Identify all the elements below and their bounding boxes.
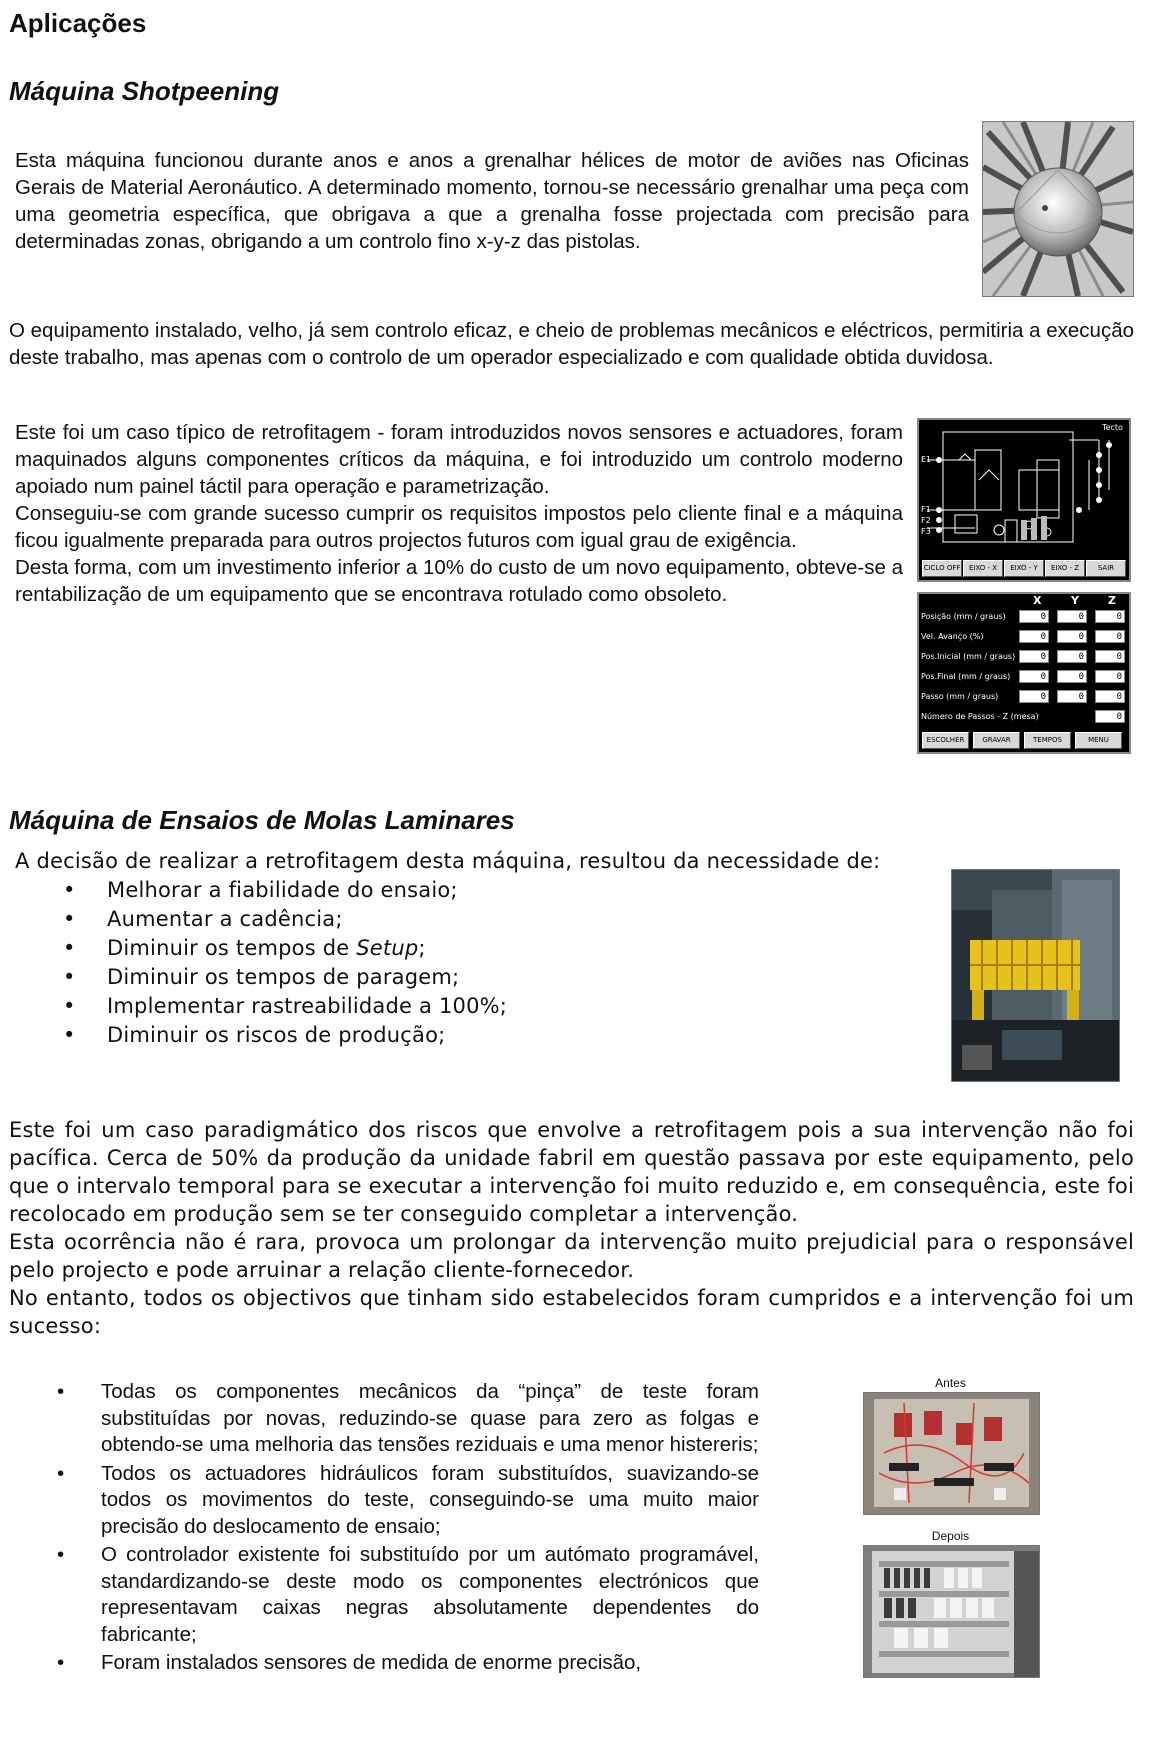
molas-results-list [9,1379,759,1677]
shotpeening-paragraph-2: O equipamento instalado, velho, já sem controlo eficaz, e cheio de problemas mecânicos e eléctricos, permitiria a execução deste trabalho, mas apenas com o controlo de um operador especializado e com qualidade obtida duvidosa. [9,319,1134,369]
list-item: • Todos os actuadores hidráulicos foram substituídos, suavizando-se todos os movimentos do teste, conseguindo-se uma muito maior precisão do deslocamento de ensaio; [9,1461,759,1541]
hmi-eixo-x-button[interactable]: EIXO - X [963,560,1003,577]
hmi-eixo-z-button[interactable]: EIXO - Z [1045,560,1085,577]
molas-objectives-list [15,876,918,1050]
caption-before: Antes [935,1376,966,1390]
page-heading: Aplicações [9,8,147,38]
press-machine-image [951,869,1120,1082]
shotpeening-paragraph-4: Conseguiu-se com grande sucesso cumprir os requisitos impostos pelo cliente final e a máquina ficou igualmente preparada para outros projectos futuros com igual grau de exigência. [15,502,903,552]
hmi-sair-button[interactable]: SAIR [1086,560,1126,577]
hmi-row-label: Pos.Inicial (mm / graus) [921,652,1016,661]
hmi-value-field[interactable]: 0 [1095,650,1125,663]
hmi-row-label: Posição (mm / graus) [921,612,1006,621]
hmi-column-x: X [1033,594,1042,607]
list-item: • Diminuir os riscos de produção; [15,1021,918,1050]
hmi-row-label: Passo (mm / graus) [921,692,999,701]
hmi-value-field[interactable]: 0 [1019,610,1049,623]
hmi-row-label: Pos.Final (mm / graus) [921,672,1011,681]
hmi-gravar-button[interactable]: GRAVAR [973,732,1020,749]
list-item: • O controlador existente foi substituído por um autómato programável, standardizando-se deste modo os componentes electrónicos que representavam caixas negras absolutamente dependentes do fabricante; [9,1542,759,1648]
list-item: • Todas os componentes mecânicos da “pinça” de teste foram substituídas por novas, reduzindo-se quase para zero as folgas e obtendo-se uma melhoria das tensões reziduais e uma menor histereris; [9,1379,759,1459]
list-item: • Aumentar a cadência; [15,905,918,934]
shotpeening-text-block [15,419,903,608]
shotpeening-paragraph-1: Esta máquina funcionou durante anos e anos a grenalhar hélices de motor de aviões nas Oficinas Gerais de Material Aeronáutico. A determinado momento, tornou-se necessário grenalhar uma peça com uma geometria específica, que obrigava a que a grenalha fosse projectada com precisão para determinadas zonas, obrigando a um controlo fino x-y-z das pistolas. [15,149,969,253]
hmi-value-field[interactable]: 0 [1057,690,1087,703]
list-item: • Diminuir os tempos de paragem; [15,963,918,992]
hmi-eixo-y-button[interactable]: EIXO - Y [1004,560,1044,577]
list-item: • Melhorar a fiabilidade do ensaio; [15,876,918,905]
molas-intro-block [15,847,918,1050]
list-item: • Foram instalados sensores de medida de enorme precisão, [9,1650,759,1677]
hmi-column-z: Z [1108,594,1116,607]
shotpeening-paragraph-3: Este foi um caso típico de retrofitagem - foram introduzidos novos sensores e actuadores, foram maquinados alguns componentes críticos da máquina, e foi introduzido um controlo moderno apoiado num painel táctil para operação e parametrização. [15,421,903,498]
molas-body [9,1116,1134,1340]
hmi-value-field[interactable]: 0 [1057,650,1087,663]
hmi-value-field[interactable]: 0 [1057,670,1087,683]
hmi-parameters-screen [917,592,1131,754]
hmi-left-label: F3 [921,527,931,536]
turbine-image [982,121,1134,297]
hmi-row-label: Vel. Avanço (%) [921,632,984,641]
hmi-value-field[interactable]: 0 [1019,670,1049,683]
after-panel-image [863,1545,1040,1678]
hmi-tempos-button[interactable]: TEMPOS [1024,732,1071,749]
hmi-value-field[interactable]: 0 [1095,670,1125,683]
hmi-schematic-screen [917,418,1131,582]
hmi-left-label: E1 [921,455,932,464]
molas-paragraph-2: Esta ocorrência não é rara, provoca um prolongar da intervenção muito prejudicial para o responsável pelo projecto e pode arruinar a relação cliente-fornecedor. [9,1230,1134,1282]
hmi-value-field[interactable]: 0 [1057,610,1087,623]
shotpeening-paragraph-5: Desta forma, com um investimento inferior a 10% do custo de um novo equipamento, obteve-se a rentabilização de um equipamento que se encontrava rotulado como obsoleto. [15,556,903,606]
molas-intro-text: A decisão de realizar a retrofitagem desta máquina, resultou da necessidade de: [15,849,881,873]
list-item-tail: ; [418,936,426,960]
hmi-value-field[interactable]: 0 [1019,690,1049,703]
list-item [15,934,918,963]
hmi-left-label: F2 [921,516,931,525]
list-item: • Implementar rastreabilidade a 100%; [15,992,918,1021]
hmi-value-field[interactable]: 0 [1095,610,1125,623]
hmi-passos-field[interactable]: 0 [1095,710,1125,723]
hmi-escolher-button[interactable]: ESCOLHER [922,732,969,749]
setup-term: Setup [356,936,419,960]
before-panel-image [863,1392,1040,1515]
hmi-column-y: Y [1071,594,1079,607]
molas-paragraph-3: No entanto, todos os objectivos que tinham sido estabelecidos foram cumpridos e a intervenção foi um sucesso: [9,1286,1134,1338]
hmi-value-field[interactable]: 0 [1019,650,1049,663]
section-title-molas: Máquina de Ensaios de Molas Laminares [9,805,515,835]
hmi-menu-button[interactable]: MENU [1075,732,1122,749]
hmi-value-field[interactable]: 0 [1095,690,1125,703]
list-item-text: Diminuir os tempos de [107,936,357,960]
hmi-passos-label: Número de Passos - Z (mesa) [921,712,1039,721]
section-title-shotpeening: Máquina Shotpeening [9,76,280,106]
caption-after: Depois [931,1529,970,1543]
molas-paragraph-1: Este foi um caso paradigmático dos riscos que envolve a retrofitagem pois a sua intervenção não foi pacífica. Cerca de 50% da produção da unidade fabril em questão passava por este equipamento, pelo que o intervalo temporal para se executar a intervenção foi muito reduzido e, em consequência, este foi recolocado em produção sem se ter conseguido completar a intervenção. [9,1118,1134,1226]
hmi-value-field[interactable]: 0 [1019,630,1049,643]
hmi-value-field[interactable]: 0 [1057,630,1087,643]
hmi-left-label: F1 [921,505,931,514]
hmi-ciclo-off-button[interactable]: CICLO OFF [922,560,962,577]
hmi-value-field[interactable]: 0 [1095,630,1125,643]
hmi-top-label: Tecto [1102,423,1123,432]
